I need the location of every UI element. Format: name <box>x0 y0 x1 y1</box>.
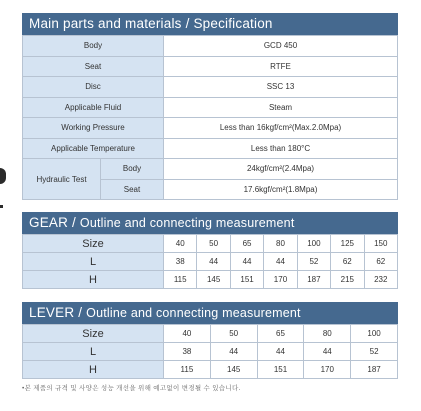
table-cell: 145 <box>210 361 257 379</box>
row-label: Size <box>23 325 164 343</box>
table-cell: 44 <box>257 343 304 361</box>
table-row <box>23 325 398 343</box>
spec-value: Less than 180°C <box>164 138 398 159</box>
spec-value: Less than 16kgf/cm²(Max.2.0Mpa) <box>164 118 398 139</box>
spec-label: Applicable Fluid <box>23 97 164 118</box>
table-cell: 40 <box>164 235 197 253</box>
lever-section <box>22 302 398 379</box>
table-cell: 170 <box>304 361 351 379</box>
spec-label: Body <box>23 36 164 57</box>
table-cell: 170 <box>264 271 297 289</box>
footnote: •본 제품의 규격 및 사양은 성능 개선을 위해 예고없이 변경될 수 있습니다. <box>22 385 241 392</box>
row-label: L <box>23 253 164 271</box>
lever-subtitle: Outline and connecting measurement <box>86 306 301 320</box>
table-row <box>23 361 398 379</box>
spec-row-fluid <box>23 97 398 118</box>
row-label: L <box>23 343 164 361</box>
spec-row-pressure <box>23 118 398 139</box>
table-cell: 44 <box>210 343 257 361</box>
table-cell: 40 <box>164 325 211 343</box>
spec-label: Seat <box>23 56 164 77</box>
table-cell: 52 <box>351 343 398 361</box>
table-row <box>23 271 398 289</box>
spec-label: Disc <box>23 77 164 98</box>
table-cell: 100 <box>351 325 398 343</box>
table-cell: 151 <box>257 361 304 379</box>
table-cell: 125 <box>331 235 364 253</box>
table-cell: 62 <box>331 253 364 271</box>
table-cell: 50 <box>197 235 230 253</box>
spec-value: GCD 450 <box>164 36 398 57</box>
table-cell: 38 <box>164 253 197 271</box>
spec-table <box>22 35 398 200</box>
spec-section <box>22 13 398 200</box>
spec-label: Working Pressure <box>23 118 164 139</box>
table-cell: 65 <box>257 325 304 343</box>
spec-row-disc <box>23 77 398 98</box>
table-cell: 187 <box>351 361 398 379</box>
table-cell: 65 <box>230 235 263 253</box>
table-cell: 187 <box>297 271 330 289</box>
gear-header <box>22 212 398 234</box>
table-cell: 215 <box>331 271 364 289</box>
gear-subtitle: Outline and connecting measurement <box>79 216 295 230</box>
gear-title: GEAR / <box>29 215 76 230</box>
row-label: H <box>23 271 164 289</box>
spec-value: Steam <box>164 97 398 118</box>
table-cell: 100 <box>297 235 330 253</box>
spec-label: Applicable Temperature <box>23 138 164 159</box>
table-cell: 151 <box>230 271 263 289</box>
table-cell: 44 <box>230 253 263 271</box>
table-cell: 115 <box>164 271 197 289</box>
table-cell: 80 <box>264 235 297 253</box>
table-cell: 80 <box>304 325 351 343</box>
edge-decoration <box>0 168 6 184</box>
table-cell: 145 <box>197 271 230 289</box>
hydraulic-test-label: Hydraulic Test <box>23 159 101 200</box>
table-row <box>23 253 398 271</box>
spec-row-hydraulic-body <box>23 159 398 180</box>
table-cell: 62 <box>364 253 397 271</box>
spec-title: Main parts and materials / Specification <box>29 16 273 31</box>
spec-value: SSC 13 <box>164 77 398 98</box>
spec-value: RTFE <box>164 56 398 77</box>
spec-row-body <box>23 36 398 57</box>
spec-header <box>22 13 398 35</box>
spec-row-seat <box>23 56 398 77</box>
table-cell: 115 <box>164 361 211 379</box>
lever-title: LEVER / <box>29 305 83 320</box>
table-row <box>23 343 398 361</box>
table-cell: 44 <box>197 253 230 271</box>
table-row <box>23 235 398 253</box>
table-cell: 44 <box>304 343 351 361</box>
table-cell: 44 <box>264 253 297 271</box>
gear-section <box>22 212 398 289</box>
table-cell: 232 <box>364 271 397 289</box>
table-cell: 50 <box>210 325 257 343</box>
hydraulic-seat-label: Seat <box>101 179 164 200</box>
hydraulic-body-label: Body <box>101 159 164 180</box>
lever-table <box>22 324 398 379</box>
row-label: H <box>23 361 164 379</box>
hydraulic-seat-value: 17.6kgf/cm²(1.8Mpa) <box>164 179 398 200</box>
row-label: Size <box>23 235 164 253</box>
hydraulic-body-value: 24kgf/cm²(2.4Mpa) <box>164 159 398 180</box>
lever-header <box>22 302 398 324</box>
table-cell: 38 <box>164 343 211 361</box>
gear-table <box>22 234 398 289</box>
edge-decoration-dot <box>0 205 3 208</box>
table-cell: 52 <box>297 253 330 271</box>
spec-row-temperature <box>23 138 398 159</box>
table-cell: 150 <box>364 235 397 253</box>
